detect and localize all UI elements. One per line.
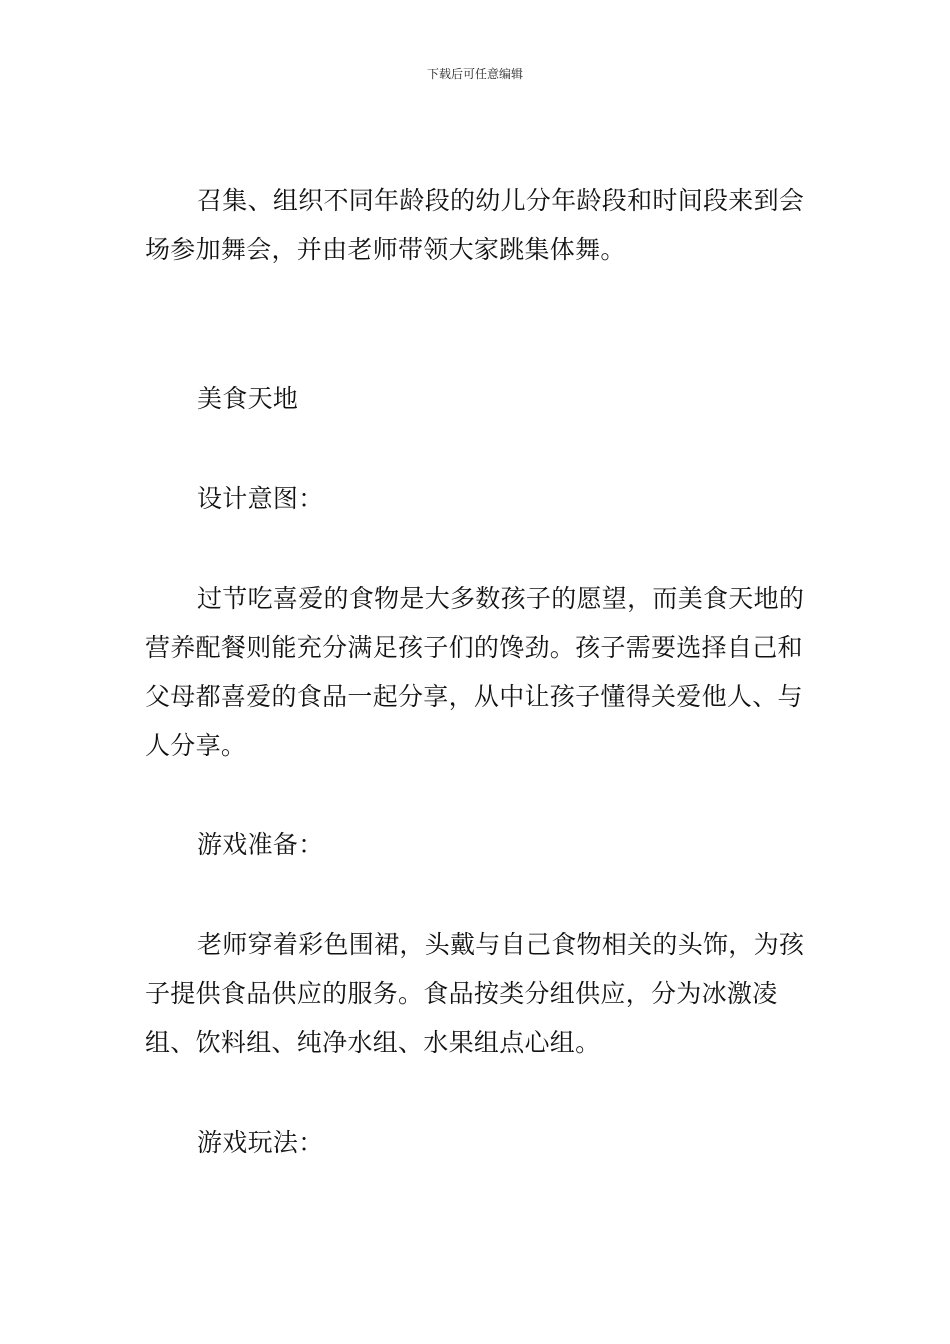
paragraph-game-preparation: 老师穿着彩色围裙，头戴与自己食物相关的头饰，为孩子提供食品供应的服务。食品按类分组供应，分为冰激凌组、饮料组、纯净水组、水果组点心组。 — [145, 930, 805, 1057]
subheading-design-intent: 设计意图： — [197, 484, 324, 513]
paragraph-dance-gathering: 召集、组织不同年龄段的幼儿分年龄段和时间段来到会场参加舞会，并由老师带领大家跳集体舞。 — [145, 186, 805, 264]
subheading-game-preparation: 游戏准备： — [197, 830, 324, 859]
section-heading-food-world: 美食天地 — [197, 384, 299, 413]
header-note: 下载后可任意编辑 — [426, 67, 523, 81]
paragraph-design-intent: 过节吃喜爱的食物是大多数孩子的愿望，而美食天地的营养配餐则能充分满足孩子们的馋劲。孩子需要选择自己和父母都喜爱的食品一起分享，从中让孩子懂得关爱他人、与人分享。 — [145, 584, 805, 760]
subheading-game-rules: 游戏玩法： — [197, 1128, 324, 1157]
